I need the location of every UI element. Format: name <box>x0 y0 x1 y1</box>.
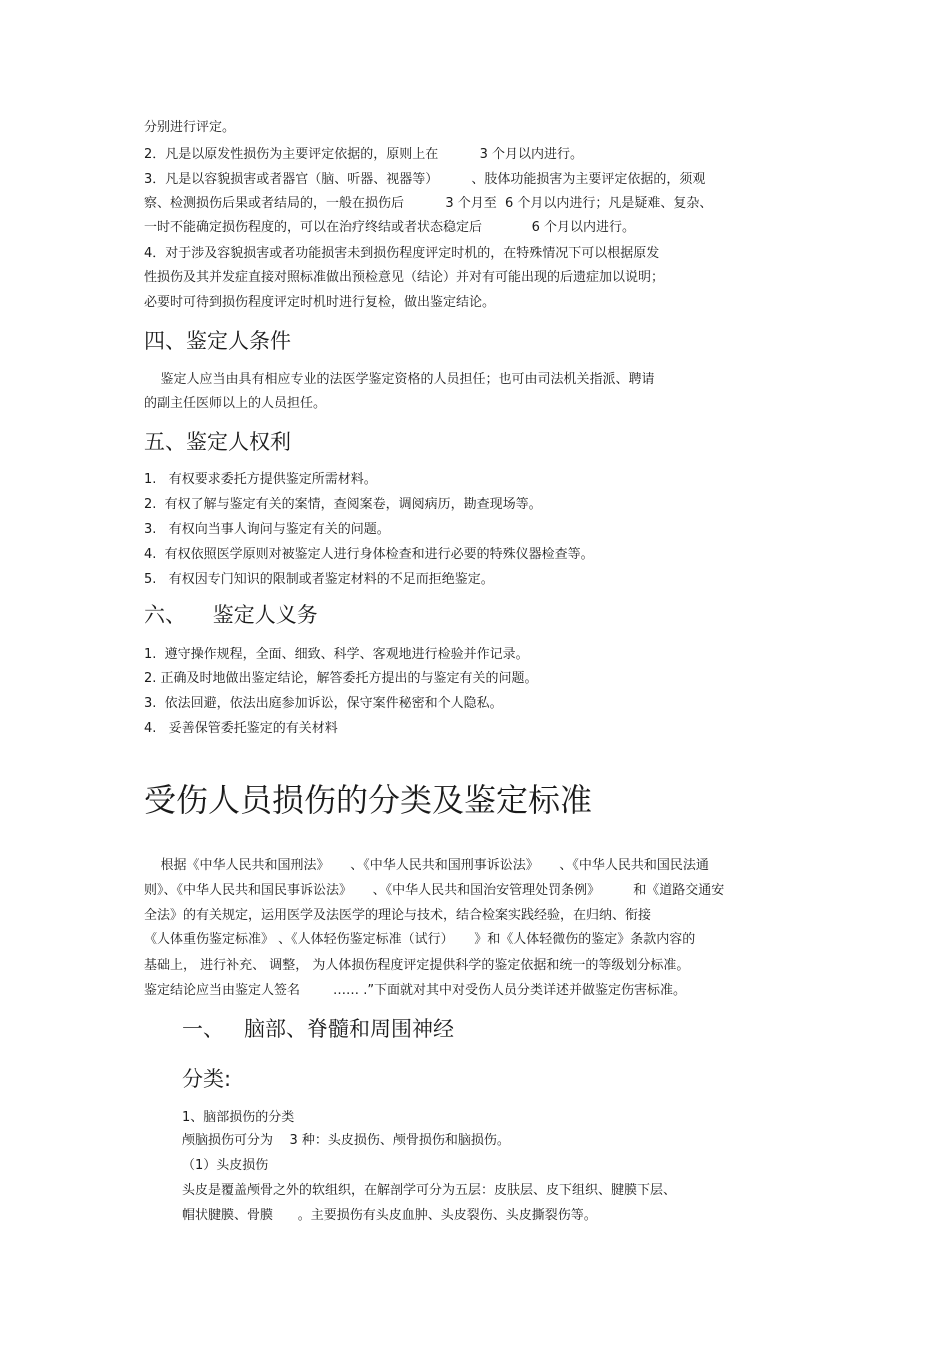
page-title: 受伤人员损伤的分类及鉴定标准 <box>144 781 593 819</box>
text-line: 性损伤及其并发症直接对照标准做出预检意见（结论）并对有可能出现的后遗症加以说明； <box>144 270 665 285</box>
list-item: 3. 依法回避，依法出庭参加诉讼，保守案件秘密和个人隐私。 <box>144 696 503 711</box>
text-line: 3．凡是以容貌损害或者器官（脑、听器、视器等） 、肢体功能损害为主要评定依据的，须观 <box>144 172 706 187</box>
text-line: 分别进行评定。 <box>144 120 236 135</box>
text-line: 2．凡是以原发性损伤为主要评定依据的，原则上在 3 个月以内进行。 <box>144 147 583 162</box>
list-item: 4. 有权依照医学原则对被鉴定人进行身体检查和进行必要的特殊仪器检查等。 <box>144 547 594 562</box>
list-item: 3. 有权向当事人询问与鉴定有关的问题。 <box>144 522 390 537</box>
text-line: 察、检测损伤后果或者结局的，一般在损伤后 3 个月至 6 个月以内进行；凡是疑难、复杂、 <box>144 196 713 211</box>
text-line: 4．对于涉及容貌损害或者功能损害未到损伤程度评定时机的，在特殊情况下可以根据原发 <box>144 246 660 261</box>
text-line: 鉴定人应当由具有相应专业的法医学鉴定资格的人员担任；也可由司法机关指派、聘请 <box>144 372 655 387</box>
list-item: 1. 遵守操作规程，全面、细致、科学、客观地进行检验并作记录。 <box>144 647 529 662</box>
text-line: 必要时可待到损伤程度评定时机时进行复检，做出鉴定结论。 <box>144 295 496 310</box>
list-item: 1. 有权要求委托方提供鉴定所需材料。 <box>144 472 377 487</box>
list-item: 2. 正确及时地做出鉴定结论，解答委托方提出的与鉴定有关的问题。 <box>144 671 538 686</box>
subsection-heading: 一、 脑部、脊髓和周围神经 <box>182 1017 455 1041</box>
text-line: 的副主任医师以上的人员担任。 <box>144 396 327 411</box>
section-heading: 五、鉴定人权利 <box>144 430 291 454</box>
list-item: 4. 妥善保管委托鉴定的有关材料 <box>144 721 338 736</box>
section-heading: 四、鉴定人条件 <box>144 329 291 353</box>
text-line: 全法》的有关规定，运用医学及法医学的理论与技术，结合检案实践经验，在归纳、衔接 <box>144 908 652 923</box>
text-line: 颅脑损伤可分为 3 种：头皮损伤、颅骨损伤和脑损伤。 <box>182 1133 510 1148</box>
list-item: 5. 有权因专门知识的限制或者鉴定材料的不足而拒绝鉴定。 <box>144 572 494 587</box>
text-line: 头皮是覆盖颅骨之外的软组织，在解剖学可分为五层：皮肤层、皮下组织、腱膜下层、 <box>182 1183 677 1198</box>
text-line: 根据《中华人民共和国刑法》 、《中华人民共和国刑事诉讼法》 、《中华人民共和国民法通 <box>144 858 709 873</box>
text-line: （1）头皮损伤 <box>182 1158 269 1173</box>
text-line: 帽状腱膜、骨膜 。主要损伤有头皮血肿、头皮裂伤、头皮撕裂伤等。 <box>182 1208 597 1223</box>
text-line: 一时不能确定损伤程度的，可以在治疗终结或者状态稳定后 6 个月以内进行。 <box>144 220 635 235</box>
section-heading: 六、 鉴定人义务 <box>144 603 318 627</box>
classify-label: 分类: <box>182 1067 232 1091</box>
text-line: 1、脑部损伤的分类 <box>182 1110 295 1125</box>
list-item: 2. 有权了解与鉴定有关的案情，查阅案卷，调阅病历，勘查现场等。 <box>144 497 542 512</box>
text-line: 《人体重伤鉴定标准》 、《人体轻伤鉴定标准（试行） 》和《人体轻微伤的鉴定》条款内容的 <box>144 932 696 947</box>
text-line: 鉴定结论应当由鉴定人签名 …… .”下面就对其中对受伤人员分类详述并做鉴定伤害标准。 <box>144 983 687 998</box>
text-line: 则》、《中华人民共和国民事诉讼法》 、《中华人民共和国治安管理处罚条例》 和《道路交通安 <box>144 883 725 898</box>
text-line: 基础上， 进行补充、 调整， 为人体损伤程度评定提供科学的鉴定依据和统一的等级划分标准。 <box>144 958 690 973</box>
